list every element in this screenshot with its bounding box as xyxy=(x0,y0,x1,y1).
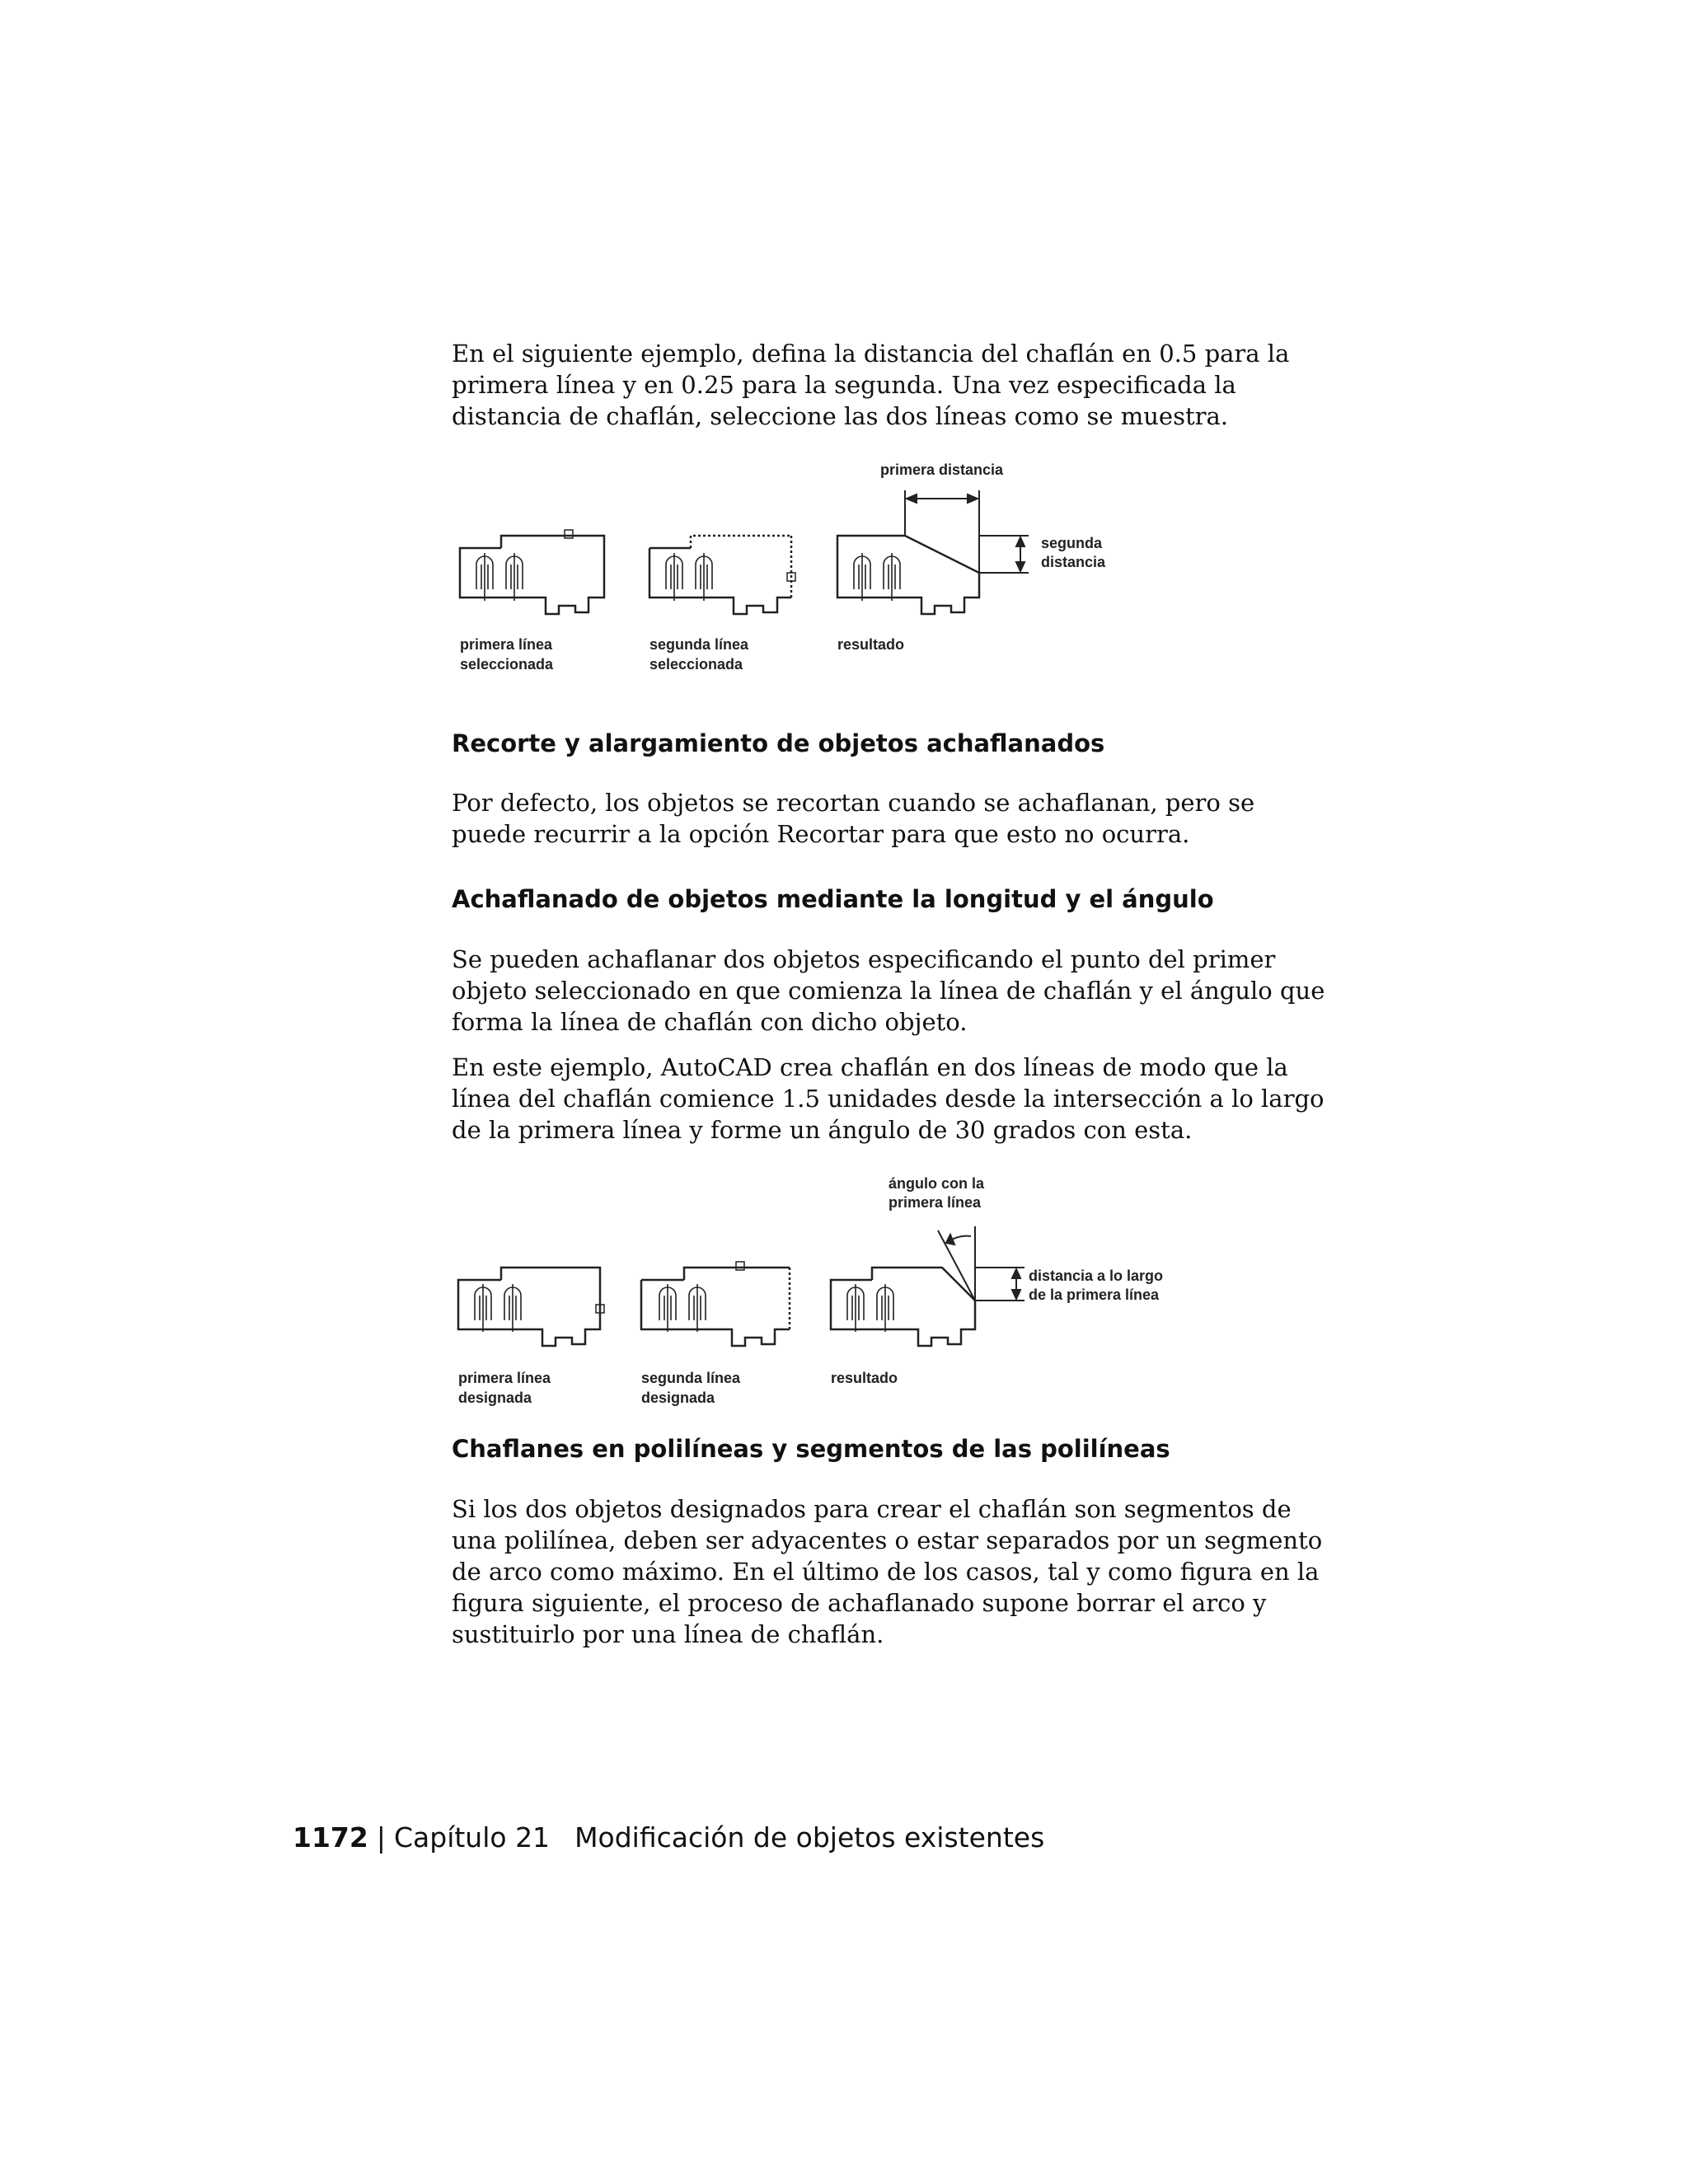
paragraph-trim-default: Por defecto, los objetos se recortan cuando se achaflanan, pero se puede recurrir a la opción Recortar para que esto no ocurra. xyxy=(452,789,1255,848)
dimension-first-distance xyxy=(905,490,979,573)
heading-trim-extend: Recorte y alargamiento de objetos achaflanados xyxy=(452,729,1105,757)
caption-fig2-part-2-line2: designada xyxy=(641,1390,715,1406)
caption-part-3: resultado xyxy=(837,636,905,653)
chapter-label: Capítulo 21 xyxy=(393,1821,551,1854)
label-second-distance-2: distancia xyxy=(1041,554,1106,570)
label-angle-2: primera línea xyxy=(889,1194,982,1211)
label-distance-along-1: distancia a lo largo xyxy=(1029,1268,1164,1284)
heading-polylines: Chaflanes en polilíneas y segmentos de las polilíneas xyxy=(452,1435,1170,1463)
chapter-title: Modificación de objetos existentes xyxy=(574,1821,1045,1854)
caption-part-2-line2: seleccionada xyxy=(649,656,743,673)
heading-length-angle: Achaflanado de objetos mediante la longitud y el ángulo xyxy=(452,885,1214,913)
dimension-distance-along xyxy=(975,1268,1025,1301)
part-2-outline-fig2 xyxy=(641,1262,790,1346)
caption-fig2-part-1-line2: designada xyxy=(458,1390,532,1406)
paragraph-intro: En el siguiente ejemplo, defina la distancia del chaflán en 0.5 para la primera línea y en 0.25 para la segunda. Una vez especificada la distancia de chaflán, seleccione las dos líneas como se muestra. xyxy=(452,340,1290,430)
caption-part-1-line2: seleccionada xyxy=(460,656,554,673)
figure-chamfer-distances xyxy=(452,457,1193,688)
caption-part-1-line1: primera línea xyxy=(460,636,553,653)
label-distance-along-2: de la primera línea xyxy=(1029,1286,1160,1303)
footer-separator: | xyxy=(376,1821,386,1854)
paragraph-length-angle: Se pueden achaflanar dos objetos especificando el punto del primer objeto seleccionado en que comienza la línea de chaflán y el ángulo que forma la línea de chaflán con dicho objeto. xyxy=(452,945,1325,1036)
label-angle-1: ángulo con la xyxy=(889,1175,985,1192)
angle-indicator xyxy=(938,1226,975,1301)
caption-part-2-line1: segunda línea xyxy=(649,636,749,653)
page-number: 1172 xyxy=(293,1821,368,1854)
label-second-distance-1: segunda xyxy=(1041,535,1103,551)
figure-chamfer-distances-drawing xyxy=(452,457,1193,688)
figure-chamfer-angle-drawing xyxy=(452,1169,1193,1416)
caption-fig2-part-2-line1: segunda línea xyxy=(641,1370,741,1386)
label-first-distance: primera distancia xyxy=(880,462,1004,478)
paragraph-polylines: Si los dos objetos designados para crear el chaflán son segmentos de una polilínea, deben ser adyacentes o estar separados por un segmento de arco como máximo. En el último de los casos, tal y como figura en la figura siguiente, el proceso de achaflanado supone borrar el arco y sustituirlo por una línea de chaflán. xyxy=(452,1495,1323,1648)
caption-fig2-part-1-line1: primera línea xyxy=(458,1370,551,1386)
paragraph-autocad-example: En este ejemplo, AutoCAD crea chaflán en dos líneas de modo que la línea del chaflán comience 1.5 unidades desde la intersección a lo largo de la primera línea y forme un ángulo de 30 grados con esta. xyxy=(452,1053,1325,1144)
page-footer xyxy=(293,1821,1044,1854)
dimension-second-distance xyxy=(979,536,1029,573)
caption-fig2-part-3: resultado xyxy=(831,1370,898,1386)
figure-chamfer-angle xyxy=(452,1169,1193,1416)
